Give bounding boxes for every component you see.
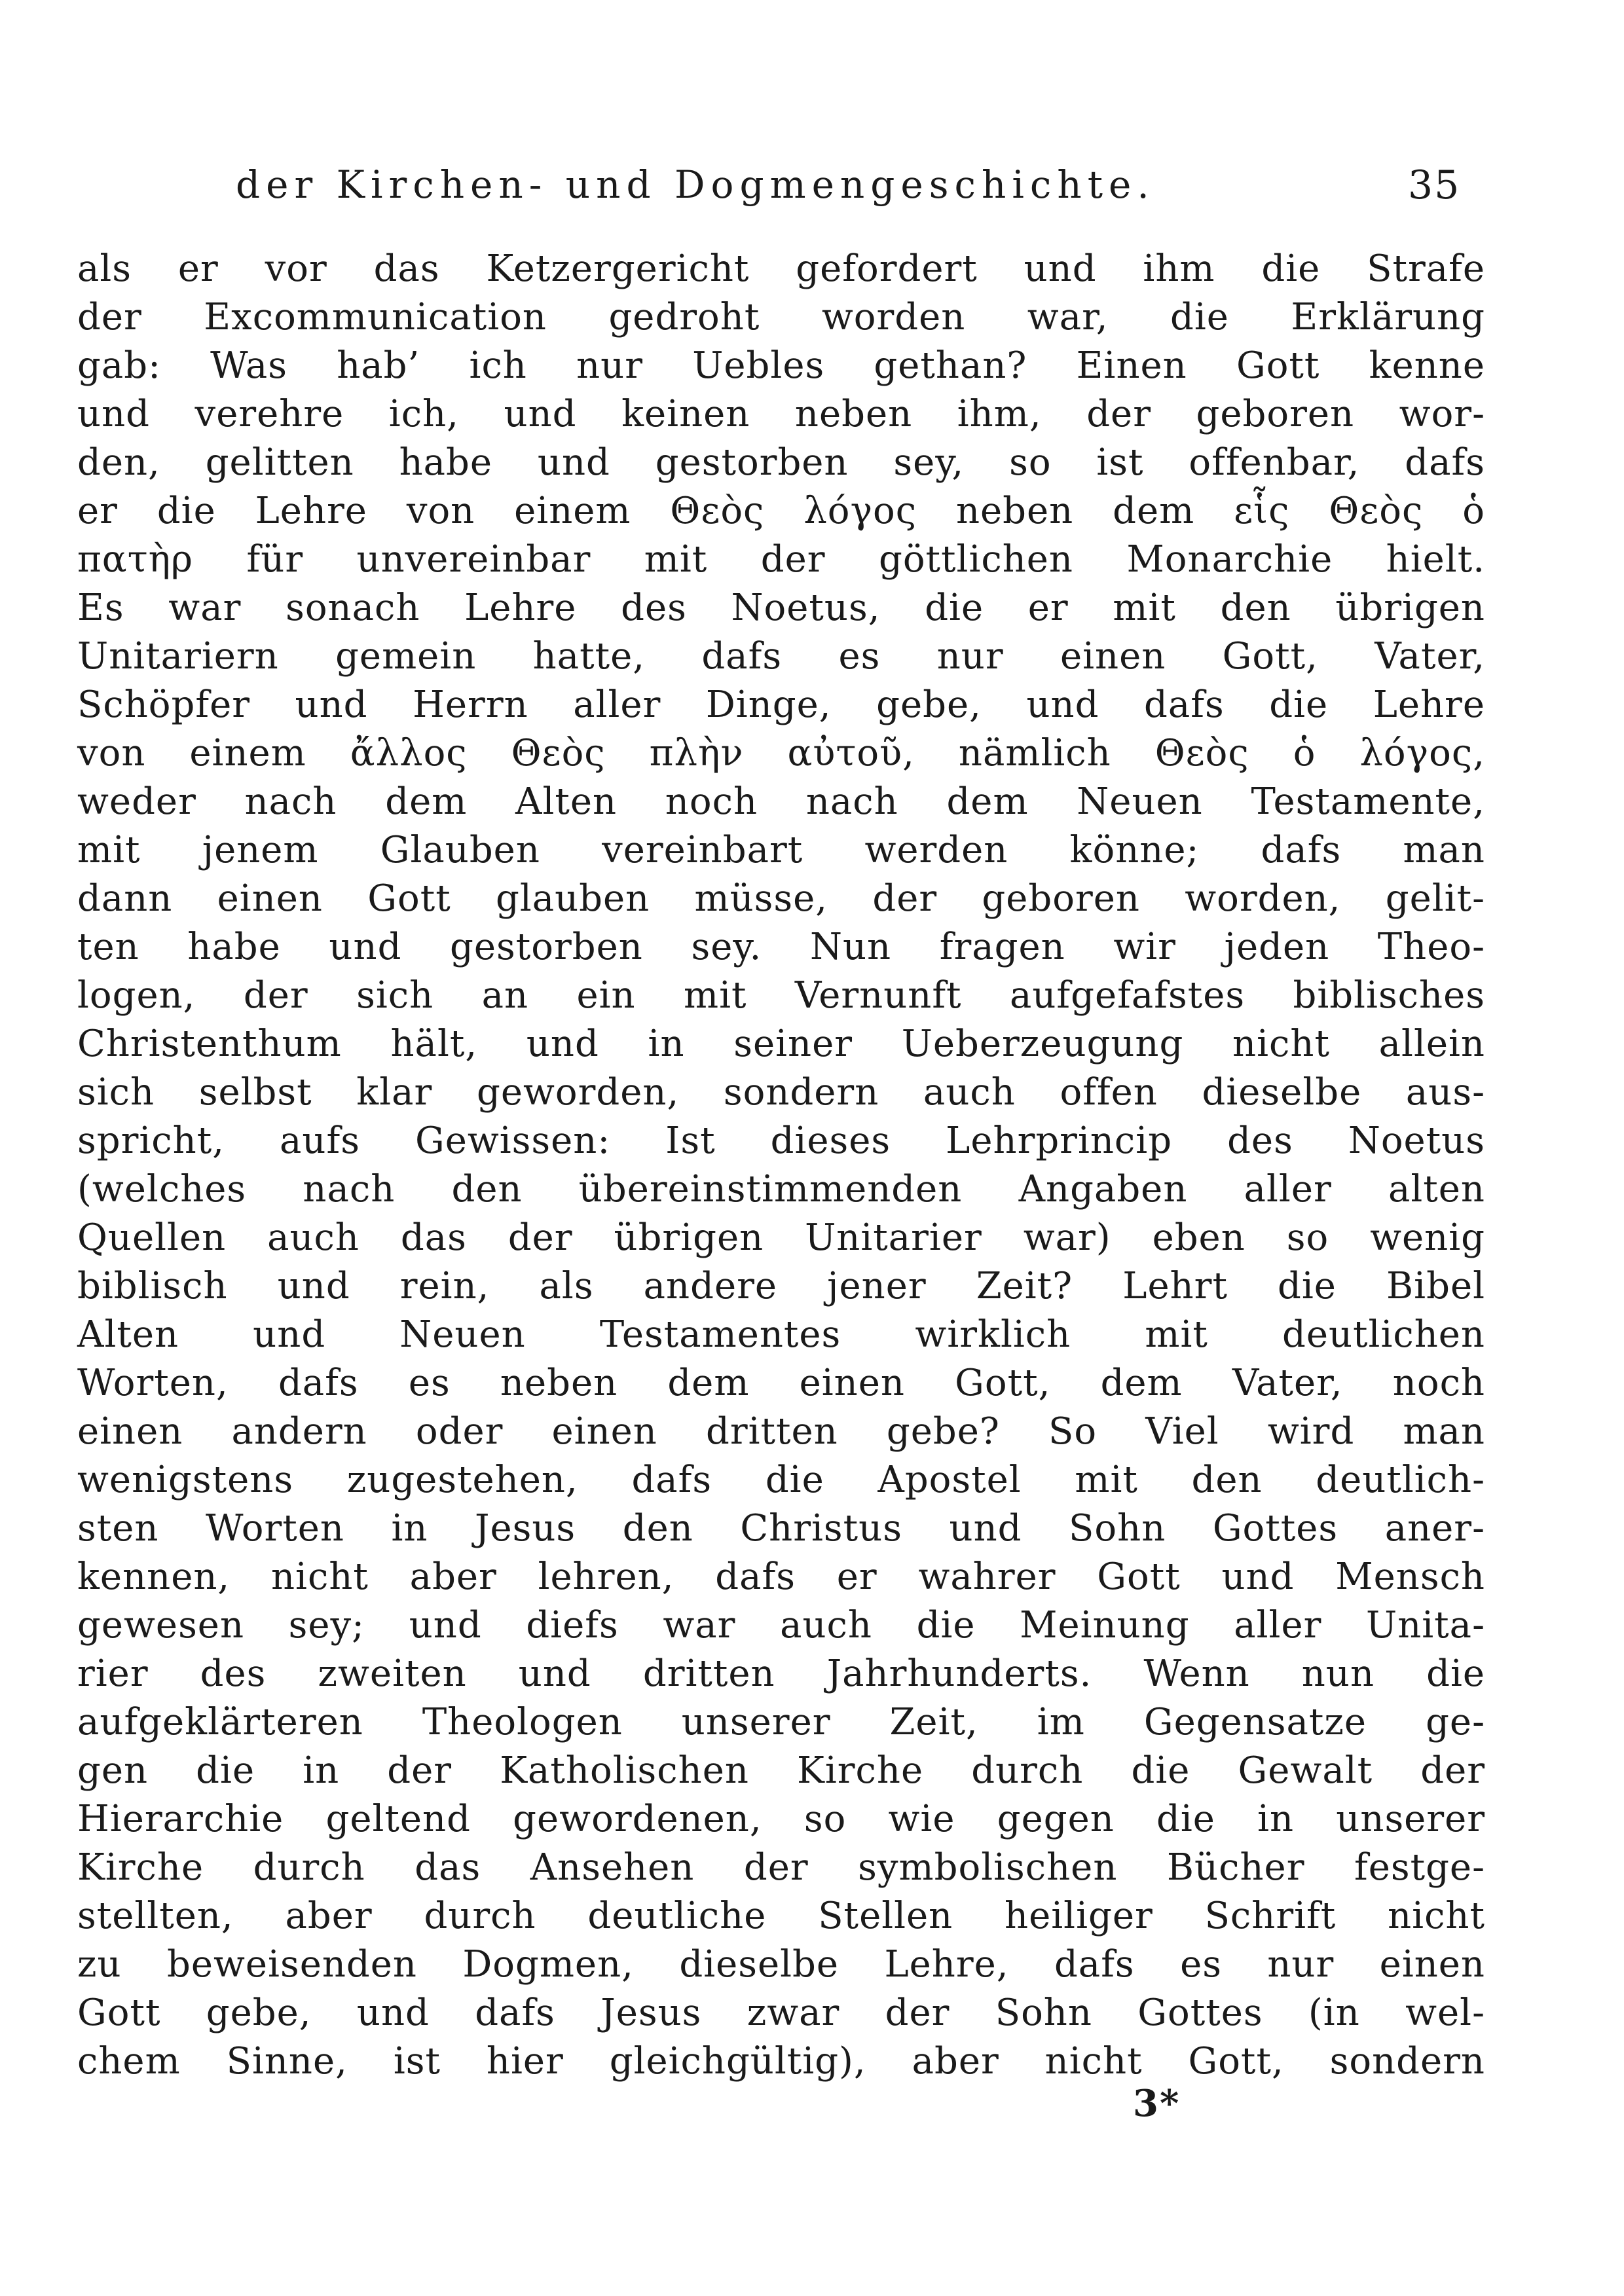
text-line: von einem ἄλλος Θεὸς πλὴν αὐτοῦ, nämlich Θεὸς ὁ λόγος, (77, 732, 1485, 774)
text-line: dann einen Gott glauben müsse, der geboren worden, gelit- (77, 877, 1485, 920)
text-line: sich selbst klar geworden, sondern auch offen dieselbe aus- (77, 1071, 1485, 1114)
text-line: und verehre ich, und keinen neben ihm, der geboren wor- (77, 393, 1485, 435)
text-line: gewesen sey; und diefs war auch die Meinung aller Unita- (77, 1604, 1485, 1647)
text-line: einen andern oder einen dritten gebe? So Viel wird man (77, 1410, 1485, 1453)
text-line: πατὴρ für unvereinbar mit der göttlichen Monarchie hielt. (77, 538, 1485, 581)
text-line: aufgeklärteren Theologen unserer Zeit, im Gegensatze ge- (77, 1701, 1485, 1743)
running-title: der Kirchen- und Dogmengeschichte. (236, 162, 1155, 207)
text-line: Alten und Neuen Testamentes wirklich mit deutlichen (77, 1313, 1485, 1356)
signature-mark: 3* (1133, 2082, 1181, 2125)
text-line: Schöpfer und Herrn aller Dinge, gebe, und dafs die Lehre (77, 683, 1485, 726)
text-line: zu beweisenden Dogmen, dieselbe Lehre, dafs es nur einen (77, 1943, 1485, 1986)
text-line: logen, der sich an ein mit Vernunft aufgefafstes biblisches (77, 974, 1485, 1017)
text-line: gab: Was hab’ ich nur Uebles gethan? Einen Gott kenne (77, 344, 1485, 387)
text-line: rier des zweiten und dritten Jahrhunderts. Wenn nun die (77, 1652, 1485, 1695)
text-line: kennen, nicht aber lehren, dafs er wahrer Gott und Mensch (77, 1556, 1485, 1598)
text-line: Kirche durch das Ansehen der symbolischen Bücher festge- (77, 1846, 1485, 1889)
text-line: der Excommunication gedroht worden war, die Erklärung (77, 296, 1485, 338)
text-line: den, gelitten habe und gestorben sey, so ist offenbar, dafs (77, 441, 1485, 484)
text-line: sten Worten in Jesus den Christus und Sohn Gottes aner- (77, 1507, 1485, 1550)
text-line: biblisch und rein, als andere jener Zeit? Lehrt die Bibel (77, 1265, 1485, 1307)
text-line: Hierarchie geltend gewordenen, so wie gegen die in unserer (77, 1798, 1485, 1840)
text-line: wenigstens zugestehen, dafs die Apostel mit den deutlich- (77, 1459, 1485, 1501)
text-line: Gott gebe, und dafs Jesus zwar der Sohn Gottes (in wel- (77, 1992, 1485, 2034)
text-line: Quellen auch das der übrigen Unitarier war) eben so wenig (77, 1216, 1485, 1259)
text-line: ten habe und gestorben sey. Nun fragen wir jeden Theo- (77, 926, 1485, 968)
text-line: stellten, aber durch deutliche Stellen heiliger Schrift nicht (77, 1895, 1485, 1937)
text-line: gen die in der Katholischen Kirche durch die Gewalt der (77, 1749, 1485, 1792)
text-line: Unitariern gemein hatte, dafs es nur einen Gott, Vater, (77, 635, 1485, 678)
text-line: Worten, dafs es neben dem einen Gott, dem Vater, noch (77, 1362, 1485, 1404)
text-line: mit jenem Glauben vereinbart werden könne; dafs man (77, 829, 1485, 871)
body-text (77, 245, 1485, 2086)
text-line: er die Lehre von einem Θεὸς λόγος neben dem εἷς Θεὸς ὁ (77, 490, 1485, 532)
text-line: spricht, aufs Gewissen: Ist dieses Lehrprincip des Noetus (77, 1120, 1485, 1162)
text-line: Es war sonach Lehre des Noetus, die er mit den übrigen (77, 587, 1485, 629)
text-line: als er vor das Ketzergericht gefordert und ihm die Strafe (77, 247, 1485, 290)
text-line: Christenthum hält, und in seiner Ueberzeugung nicht allein (77, 1023, 1485, 1065)
page-number: 35 (1408, 162, 1461, 208)
text-line: chem Sinne, ist hier gleichgültig), aber nicht Gott, sondern (77, 2040, 1485, 2083)
text-line: (welches nach den übereinstimmenden Angaben aller alten (77, 1168, 1485, 1211)
text-line: weder nach dem Alten noch nach dem Neuen Testamente, (77, 780, 1485, 823)
